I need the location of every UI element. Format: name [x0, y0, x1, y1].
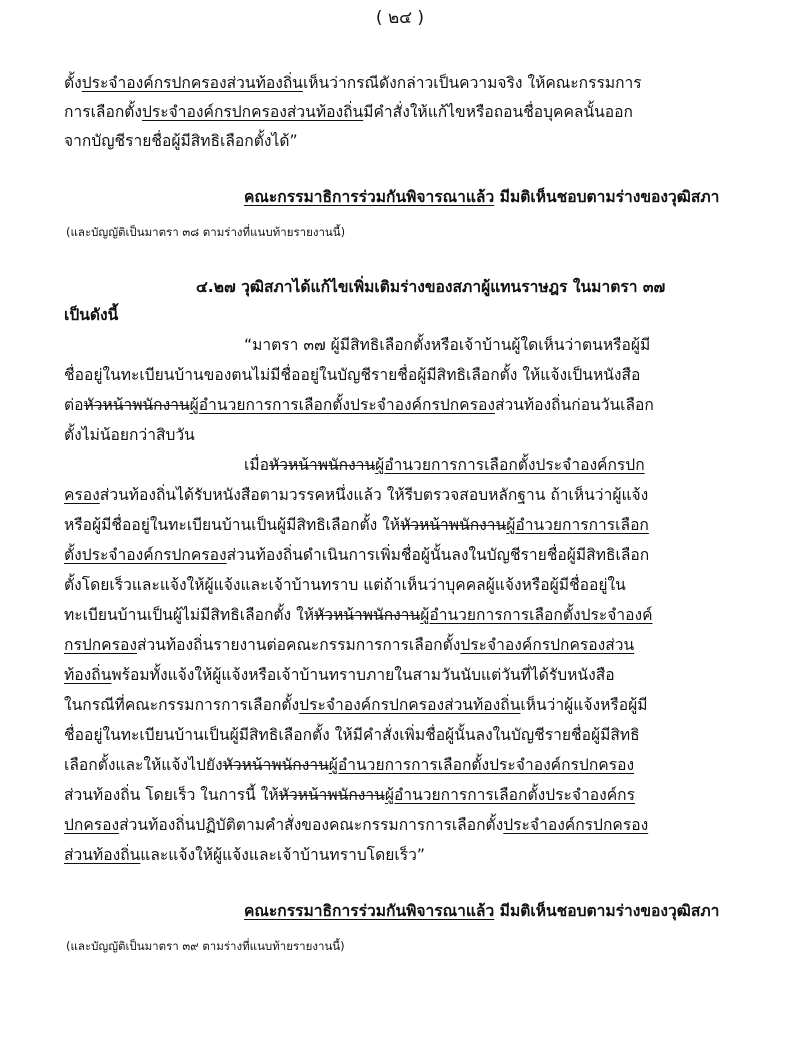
struck-text: หัวหน้าพนักงาน	[83, 396, 190, 414]
article-p2-line2: ครองส่วนท้องถิ่นได้รับหนังสือตามวรรคหนึ่งแล้ว ให้รีบตรวจสอบหลักฐาน ถ้าเห็นว่าผู้แจ้ง	[64, 486, 649, 504]
committee-note-2: (และบัญญัติเป็นมาตรา ๓๙ ตามร่างที่แนบท้ายรายงานนี้)	[66, 939, 345, 953]
article-p2-line8: ท้องถิ่นพร้อมทั้งแจ้งให้ผู้แจ้งหรือเจ้าบ้านทราบภายในสามวันนับแต่วันที่ได้รับหนังสือ	[64, 666, 615, 684]
article-line1: “มาตรา ๓๗ ผู้มีสิทธิเลือกตั้งหรือเจ้าบ้านผู้ใดเห็นว่าตนหรือผู้มี	[244, 336, 651, 354]
struck-text: หัวหน้าพนักงาน	[400, 516, 507, 534]
article-p2-line11: เลือกตั้งและให้แจ้งไปยังหัวหน้าพนักงานผู้อำนวยการการเลือกตั้งประจำองค์กรปกครอง	[64, 756, 635, 774]
article-p2-line14: ส่วนท้องถิ่นและแจ้งให้ผู้แจ้งและเจ้าบ้านทราบโดยเร็ว”	[64, 846, 425, 864]
article-p2-line1: เมื่อหัวหน้าพนักงานผู้อำนวยการการเลือกตั้งประจำองค์กรปก	[244, 456, 645, 474]
article-p2-line10: ชื่ออยู่ในทะเบียนบ้านเป็นผู้มีสิทธิเลือกตั้ง ให้มีคำสั่งเพิ่มชื่อผู้นั้นลงในบัญชีรายชื่อผู้มีสิทธิ	[64, 726, 640, 744]
struck-text: หัวหน้าพนักงาน	[222, 756, 329, 774]
article-p2-line9: ในกรณีที่คณะกรรมการการเลือกตั้งประจำองค์กรปกครองส่วนท้องถิ่นเห็นว่าผู้แจ้งหรือผู้มี	[64, 696, 648, 714]
section-heading: ๔.๒๗ วุฒิสภาได้แก้ไขเพิ่มเติมร่างของสภาผู้แทนราษฎร ในมาตรา ๓๗	[196, 278, 666, 296]
para1-line2: การเลือกตั้งประจำองค์กรปกครองส่วนท้องถิ่นมีคำสั่งให้แก้ไขหรือถอนชื่อบุคคลนั้นออก	[64, 103, 633, 121]
article-p2-line4: ตั้งประจำองค์กรปกครองส่วนท้องถิ่นดำเนินการเพิ่มชื่อผู้นั้นลงในบัญชีรายชื่อผู้มีสิทธิเลือก	[64, 546, 650, 564]
article-p2-line13: ปกครองส่วนท้องถิ่นปฏิบัติตามคำสั่งของคณะกรรมการการเลือกตั้งประจำองค์กรปกครอง	[64, 816, 649, 834]
article-p2-line7: กรปกครองส่วนท้องถิ่นรายงานต่อคณะกรรมการการเลือกตั้งประจำองค์กรปกครองส่วน	[64, 636, 635, 654]
article-line4: ตั้งไม่น้อยกว่าสิบวัน	[64, 426, 195, 444]
struck-text: หัวหน้าพนักงาน	[314, 606, 421, 624]
struck-text: หัวหน้าพนักงาน	[268, 456, 376, 474]
committee-opinion-2: คณะกรรมาธิการร่วมกันพิจารณาแล้ว มีมติเห็นชอบตามร่างของวุฒิสภา	[244, 902, 720, 920]
committee-note-1: (และบัญญัติเป็นมาตรา ๓๘ ตามร่างที่แนบท้ายรายงานนี้)	[66, 225, 346, 239]
para1-line3: จากบัญชีรายชื่อผู้มีสิทธิเลือกตั้งได้”	[64, 132, 298, 150]
section-heading-cont: เป็นดังนี้	[64, 306, 119, 324]
article-p2-line12: ส่วนท้องถิ่น โดยเร็ว ในการนี้ ให้หัวหน้าพนักงานผู้อำนวยการการเลือกตั้งประจำองค์กร	[64, 786, 635, 804]
article-line3: ต่อหัวหน้าพนักงานผู้อำนวยการการเลือกตั้งประจำองค์กรปกครองส่วนท้องถิ่นก่อนวันเลือก	[64, 396, 654, 414]
article-p2-line3: หรือผู้มีชื่ออยู่ในทะเบียนบ้านเป็นผู้มีสิทธิเลือกตั้ง ให้หัวหน้าพนักงานผู้อำนวยการการเลือก	[64, 516, 649, 534]
article-p2-line5: ตั้งโดยเร็วและแจ้งให้ผู้แจ้งและเจ้าบ้านทราบ แต่ถ้าเห็นว่าบุคคลผู้แจ้งหรือผู้มีชื่ออยู่ใน	[64, 576, 626, 594]
para1-line1: ตั้งประจำองค์กรปกครองส่วนท้องถิ่นเห็นว่ากรณีดังกล่าวเป็นความจริง ให้คณะกรรมการ	[64, 74, 642, 92]
article-line2: ชื่ออยู่ในทะเบียนบ้านของตนไม่มีชื่ออยู่ในบัญชีรายชื่อผู้มีสิทธิเลือกตั้ง ให้แจ้งเป็นหนังสือ	[64, 366, 641, 384]
page-number: ( ๒๔ )	[375, 8, 425, 28]
committee-opinion-1: คณะกรรมาธิการร่วมกันพิจารณาแล้ว มีมติเห็นชอบตามร่างของวุฒิสภา	[244, 188, 720, 206]
article-p2-line6: ทะเบียนบ้านเป็นผู้ไม่มีสิทธิเลือกตั้ง ให้หัวหน้าพนักงานผู้อำนวยการการเลือกตั้งประจำองค์	[64, 606, 653, 624]
struck-text: หัวหน้าพนักงาน	[278, 786, 385, 804]
